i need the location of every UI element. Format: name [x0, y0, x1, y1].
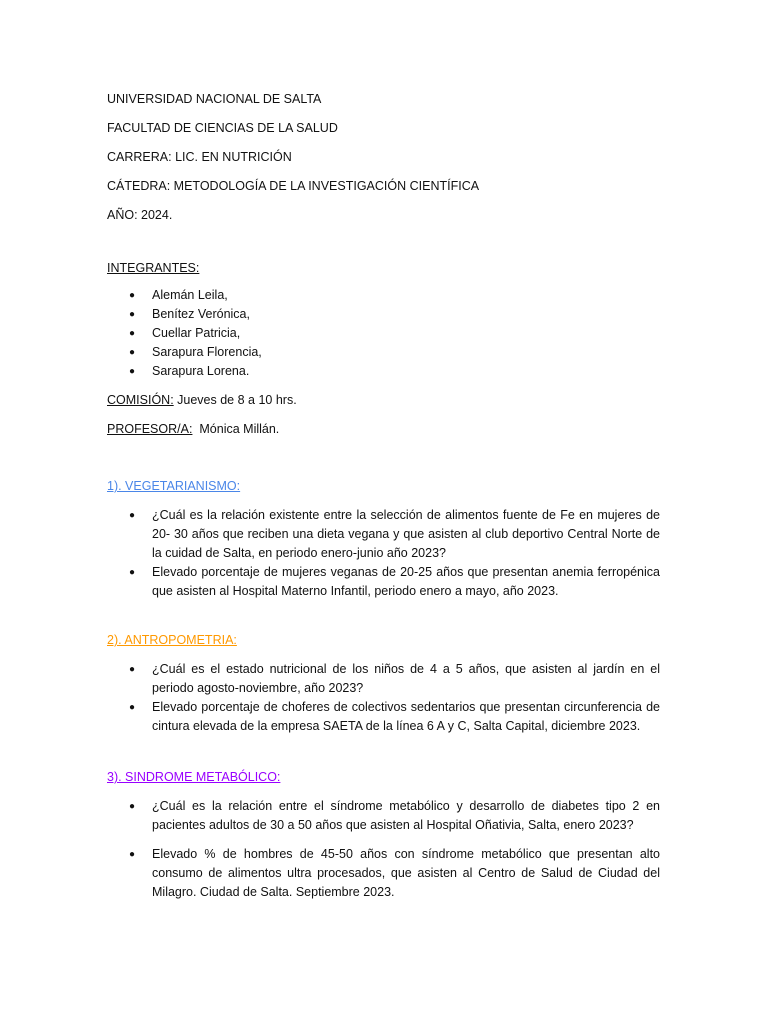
university-name: UNIVERSIDAD NACIONAL DE SALTA [107, 92, 322, 106]
commission-line [107, 391, 660, 410]
section-item: ● Elevado porcentaje de mujeres veganas de 20-25 años que presentan anemia ferropénica que asisten al Hospital Materno Infantil, periodo enero a mayo, año 2023. [107, 563, 660, 601]
section-item: ● Elevado porcentaje de choferes de colectivos sedentarios que presentan circunferencia de cintura elevada de la empresa SAETA de la línea 6 A y C, Salta Capital, diciembre 2023. [107, 698, 660, 736]
members-title: INTEGRANTES: [107, 261, 200, 275]
year-line: AÑO: 2024. [107, 208, 173, 222]
faculty-name: FACULTAD DE CIENCIAS DE LA SALUD [107, 121, 338, 135]
members-list [107, 286, 660, 381]
professor-label: PROFESOR/A: [107, 422, 193, 436]
member-item: ● Cuellar Patricia, [107, 324, 660, 343]
section-list-vegetarianism [107, 506, 660, 601]
section-list-anthropometry [107, 660, 660, 736]
member-item: ● Alemán Leila, [107, 286, 660, 305]
commission-value: Jueves de 8 a 10 hrs. [173, 393, 297, 407]
chair-name: CÁTEDRA: METODOLOGÍA DE LA INVESTIGACIÓN CIENTÍFICA [107, 179, 480, 193]
professor-value: Mónica Millán. [192, 422, 280, 436]
document-page [107, 90, 660, 902]
section-item: ● ¿Cuál es la relación entre el síndrome metabólico y desarrollo de diabetes tipo 2 en pacientes adultos de 30 a 50 años que asisten al Hospital Oñativia, Salta, enero 2023? [107, 797, 660, 835]
career-name: CARRERA: LIC. EN NUTRICIÓN [107, 150, 292, 164]
section-title-anthropometry: 2). ANTROPOMETRIA: [107, 633, 237, 647]
section-title-metabolic-syndrome: 3). SINDROME METABÓLICO: [107, 770, 281, 784]
section-list-metabolic-syndrome [107, 797, 660, 902]
member-item: ● Benítez Verónica, [107, 305, 660, 324]
member-item: ● Sarapura Florencia, [107, 343, 660, 362]
professor-line [107, 420, 660, 439]
member-item: ● Sarapura Lorena. [107, 362, 660, 381]
section-item: ● ¿Cuál es el estado nutricional de los niños de 4 a 5 años, que asisten al jardín en el periodo agosto-noviembre, año 2023? [107, 660, 660, 698]
section-item: ● ¿Cuál es la relación existente entre la selección de alimentos fuente de Fe en mujeres de 20- 30 años que reciben una dieta vegana y que asisten al club deportivo Central Norte de la cuidad de Salta, en periodo enero-junio año 2023? [107, 506, 660, 563]
section-title-vegetarianism: 1). VEGETARIANISMO: [107, 479, 241, 493]
commission-label: COMISIÓN: [107, 393, 174, 407]
section-item: ● Elevado % de hombres de 45-50 años con síndrome metabólico que presentan alto consumo de alimentos ultra procesados, que asisten al Centro de Salud de Ciudad del Milagro. Ciudad de Salta. Septiembre 2023. [107, 845, 660, 902]
